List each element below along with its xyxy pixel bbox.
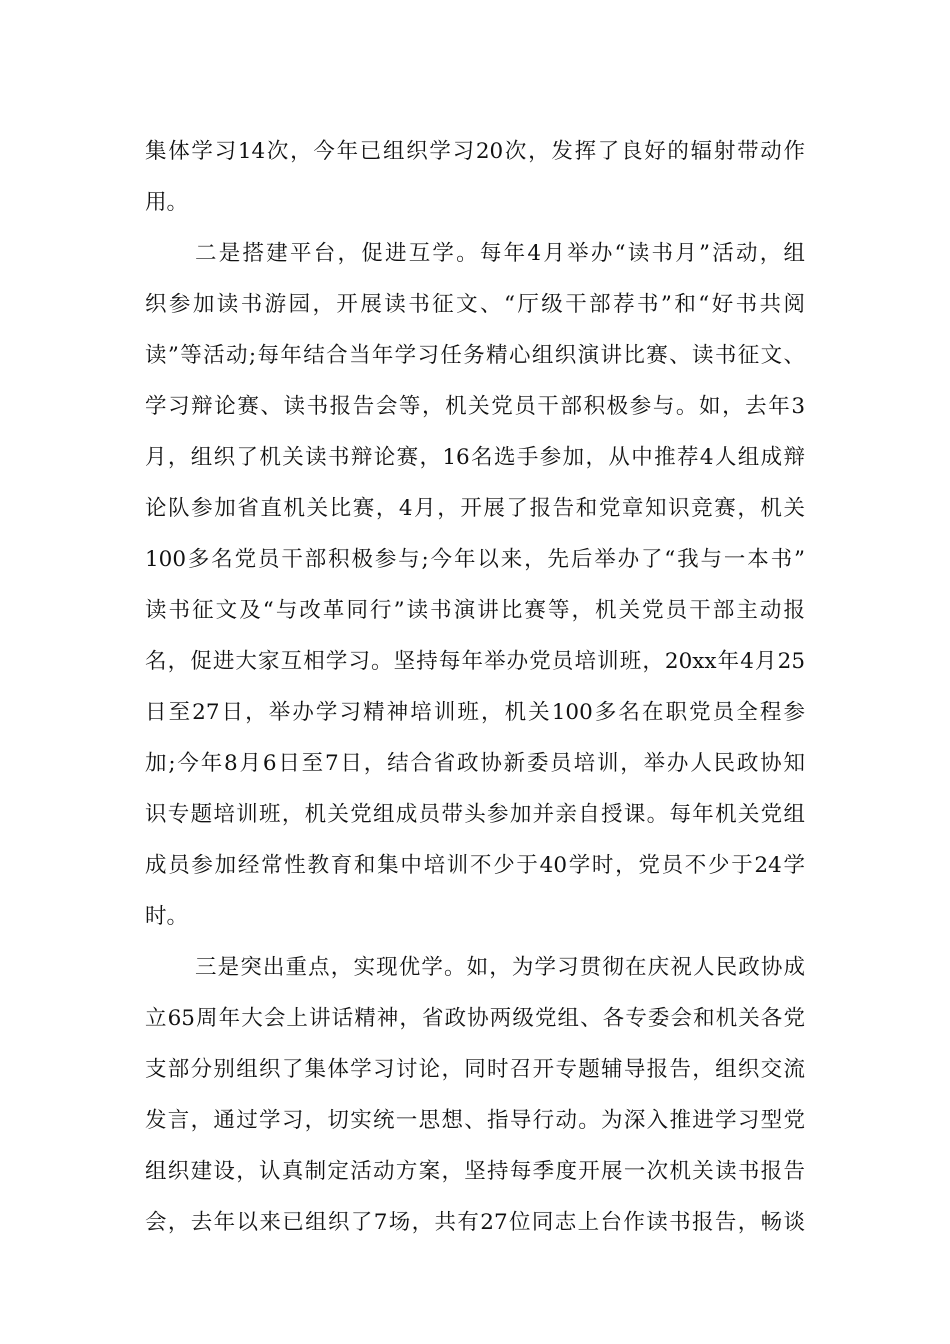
text-line-10: 读书征文及“与改革同行”读书演讲比赛等，机关党员干部主动报 [145, 598, 805, 623]
text-line-20: 发言，通过学习，切实统一思想、指导行动。为深入推进学习型党 [145, 1108, 805, 1133]
text-line-4: 织参加读书游园，开展读书征文、“厅级干部荐书”和“好书共阅 [145, 292, 805, 317]
text-line-9: 100多名党员干部积极参与;今年以来，先后举办了“我与一本书” [145, 547, 805, 572]
text-line-22: 会，去年以来已组织了7场，共有27位同志上台作读书报告，畅谈 [145, 1210, 805, 1235]
text-line-16: 时。 [145, 904, 189, 929]
text-line-12: 日至27日，举办学习精神培训班，机关100多名在职党员全程参 [145, 700, 805, 725]
text-line-1: 集体学习14次，今年已组织学习20次，发挥了良好的辐射带动作 [145, 139, 805, 164]
text-line-19: 支部分别组织了集体学习讨论，同时召开专题辅导报告，组织交流 [145, 1057, 805, 1082]
paragraph-2-first-line: 二是搭建平台，促进互学。每年4月举办“读书月”活动，组 [195, 241, 805, 266]
text-line-7: 月，组织了机关读书辩论赛，16名选手参加，从中推荐4人组成辩 [145, 445, 805, 470]
text-line-6: 学习辩论赛、读书报告会等，机关党员干部积极参与。如，去年3 [145, 394, 805, 419]
text-line-13: 加;今年8月6日至7日，结合省政协新委员培训，举办人民政协知 [145, 751, 805, 776]
text-line-21: 组织建设，认真制定活动方案，坚持每季度开展一次机关读书报告 [145, 1159, 805, 1184]
paragraph-3-first-line: 三是突出重点，实现优学。如，为学习贯彻在庆祝人民政协成 [195, 955, 805, 980]
text-line-8: 论队参加省直机关比赛，4月，开展了报告和党章知识竞赛，机关 [145, 496, 805, 521]
text-line-15: 成员参加经常性教育和集中培训不少于40学时，党员不少于24学 [145, 853, 805, 878]
text-line-2: 用。 [145, 190, 189, 215]
text-line-5: 读”等活动;每年结合当年学习任务精心组织演讲比赛、读书征文、 [145, 343, 805, 368]
text-line-11: 名，促进大家互相学习。坚持每年举办党员培训班，20xx年4月25 [145, 649, 805, 674]
text-line-14: 识专题培训班，机关党组成员带头参加并亲自授课。每年机关党组 [145, 802, 805, 827]
text-line-18: 立65周年大会上讲话精神，省政协两级党组、各专委会和机关各党 [145, 1006, 805, 1031]
